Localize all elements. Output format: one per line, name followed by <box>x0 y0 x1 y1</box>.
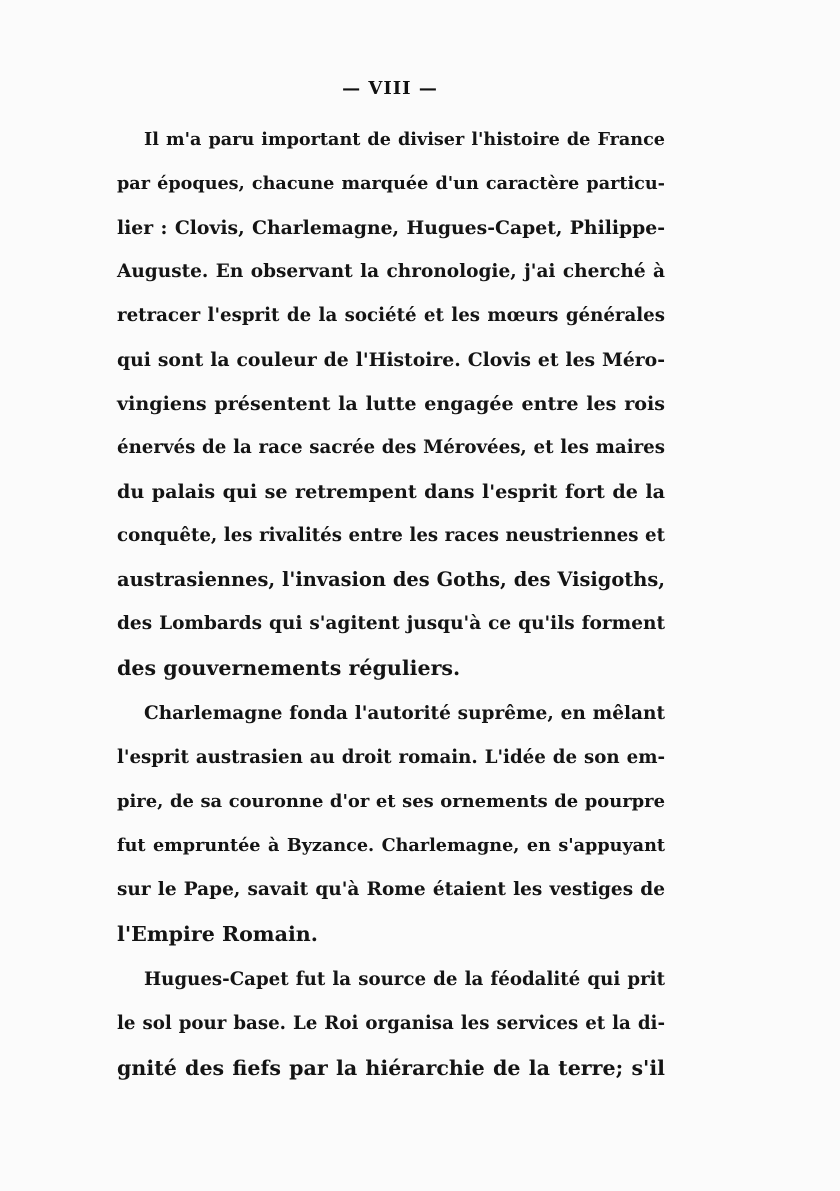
text-line: Hugues-Capet fut la source de la féodalité qui prit <box>144 969 665 990</box>
text-line: pire, de sa couronne d'or et ses ornements de pourpre <box>117 791 665 812</box>
text-line: par époques, chacune marquée d'un caractère particu- <box>117 173 665 194</box>
text-line: fut empruntée à Byzance. Charlemagne, en s'appuyant <box>117 835 665 856</box>
body-text <box>117 118 665 1090</box>
text-line: l'esprit austrasien au droit romain. L'idée de son em- <box>117 747 665 768</box>
text-line: austrasiennes, l'invasion des Goths, des Visigoths, <box>117 568 665 591</box>
text-line: des gouvernements réguliers. <box>117 656 461 680</box>
page-number-header: — VIII — <box>342 78 438 99</box>
text-line: le sol pour base. Le Roi organisa les services et la di- <box>117 1013 665 1034</box>
text-line: gnité des fiefs par la hiérarchie de la terre; s'il <box>117 1056 665 1080</box>
text-line: sur le Pape, savait qu'à Rome étaient les vestiges de <box>117 879 665 900</box>
text-line: conquête, les rivalités entre les races neustriennes et <box>117 525 665 546</box>
text-line: énervés de la race sacrée des Mérovées, et les maires <box>117 437 665 458</box>
text-line: des Lombards qui s'agitent jusqu'à ce qu'ils forment <box>117 613 665 634</box>
text-line: lier : Clovis, Charlemagne, Hugues-Capet, Philippe- <box>117 217 665 239</box>
text-line: retracer l'esprit de la société et les mœurs générales <box>117 305 665 326</box>
text-line: Charlemagne fonda l'autorité suprême, en mêlant <box>144 703 665 724</box>
text-line: Il m'a paru important de diviser l'histoire de France <box>144 129 665 150</box>
text-line: du palais qui se retrempent dans l'esprit fort de la <box>117 480 665 503</box>
text-line: qui sont la couleur de l'Histoire. Clovis et les Méro- <box>117 349 665 371</box>
text-line: vingiens présentent la lutte engagée entre les rois <box>117 392 665 415</box>
text-line: Auguste. En observant la chronologie, j'ai cherché à <box>117 261 665 282</box>
text-line: l'Empire Romain. <box>117 922 318 946</box>
